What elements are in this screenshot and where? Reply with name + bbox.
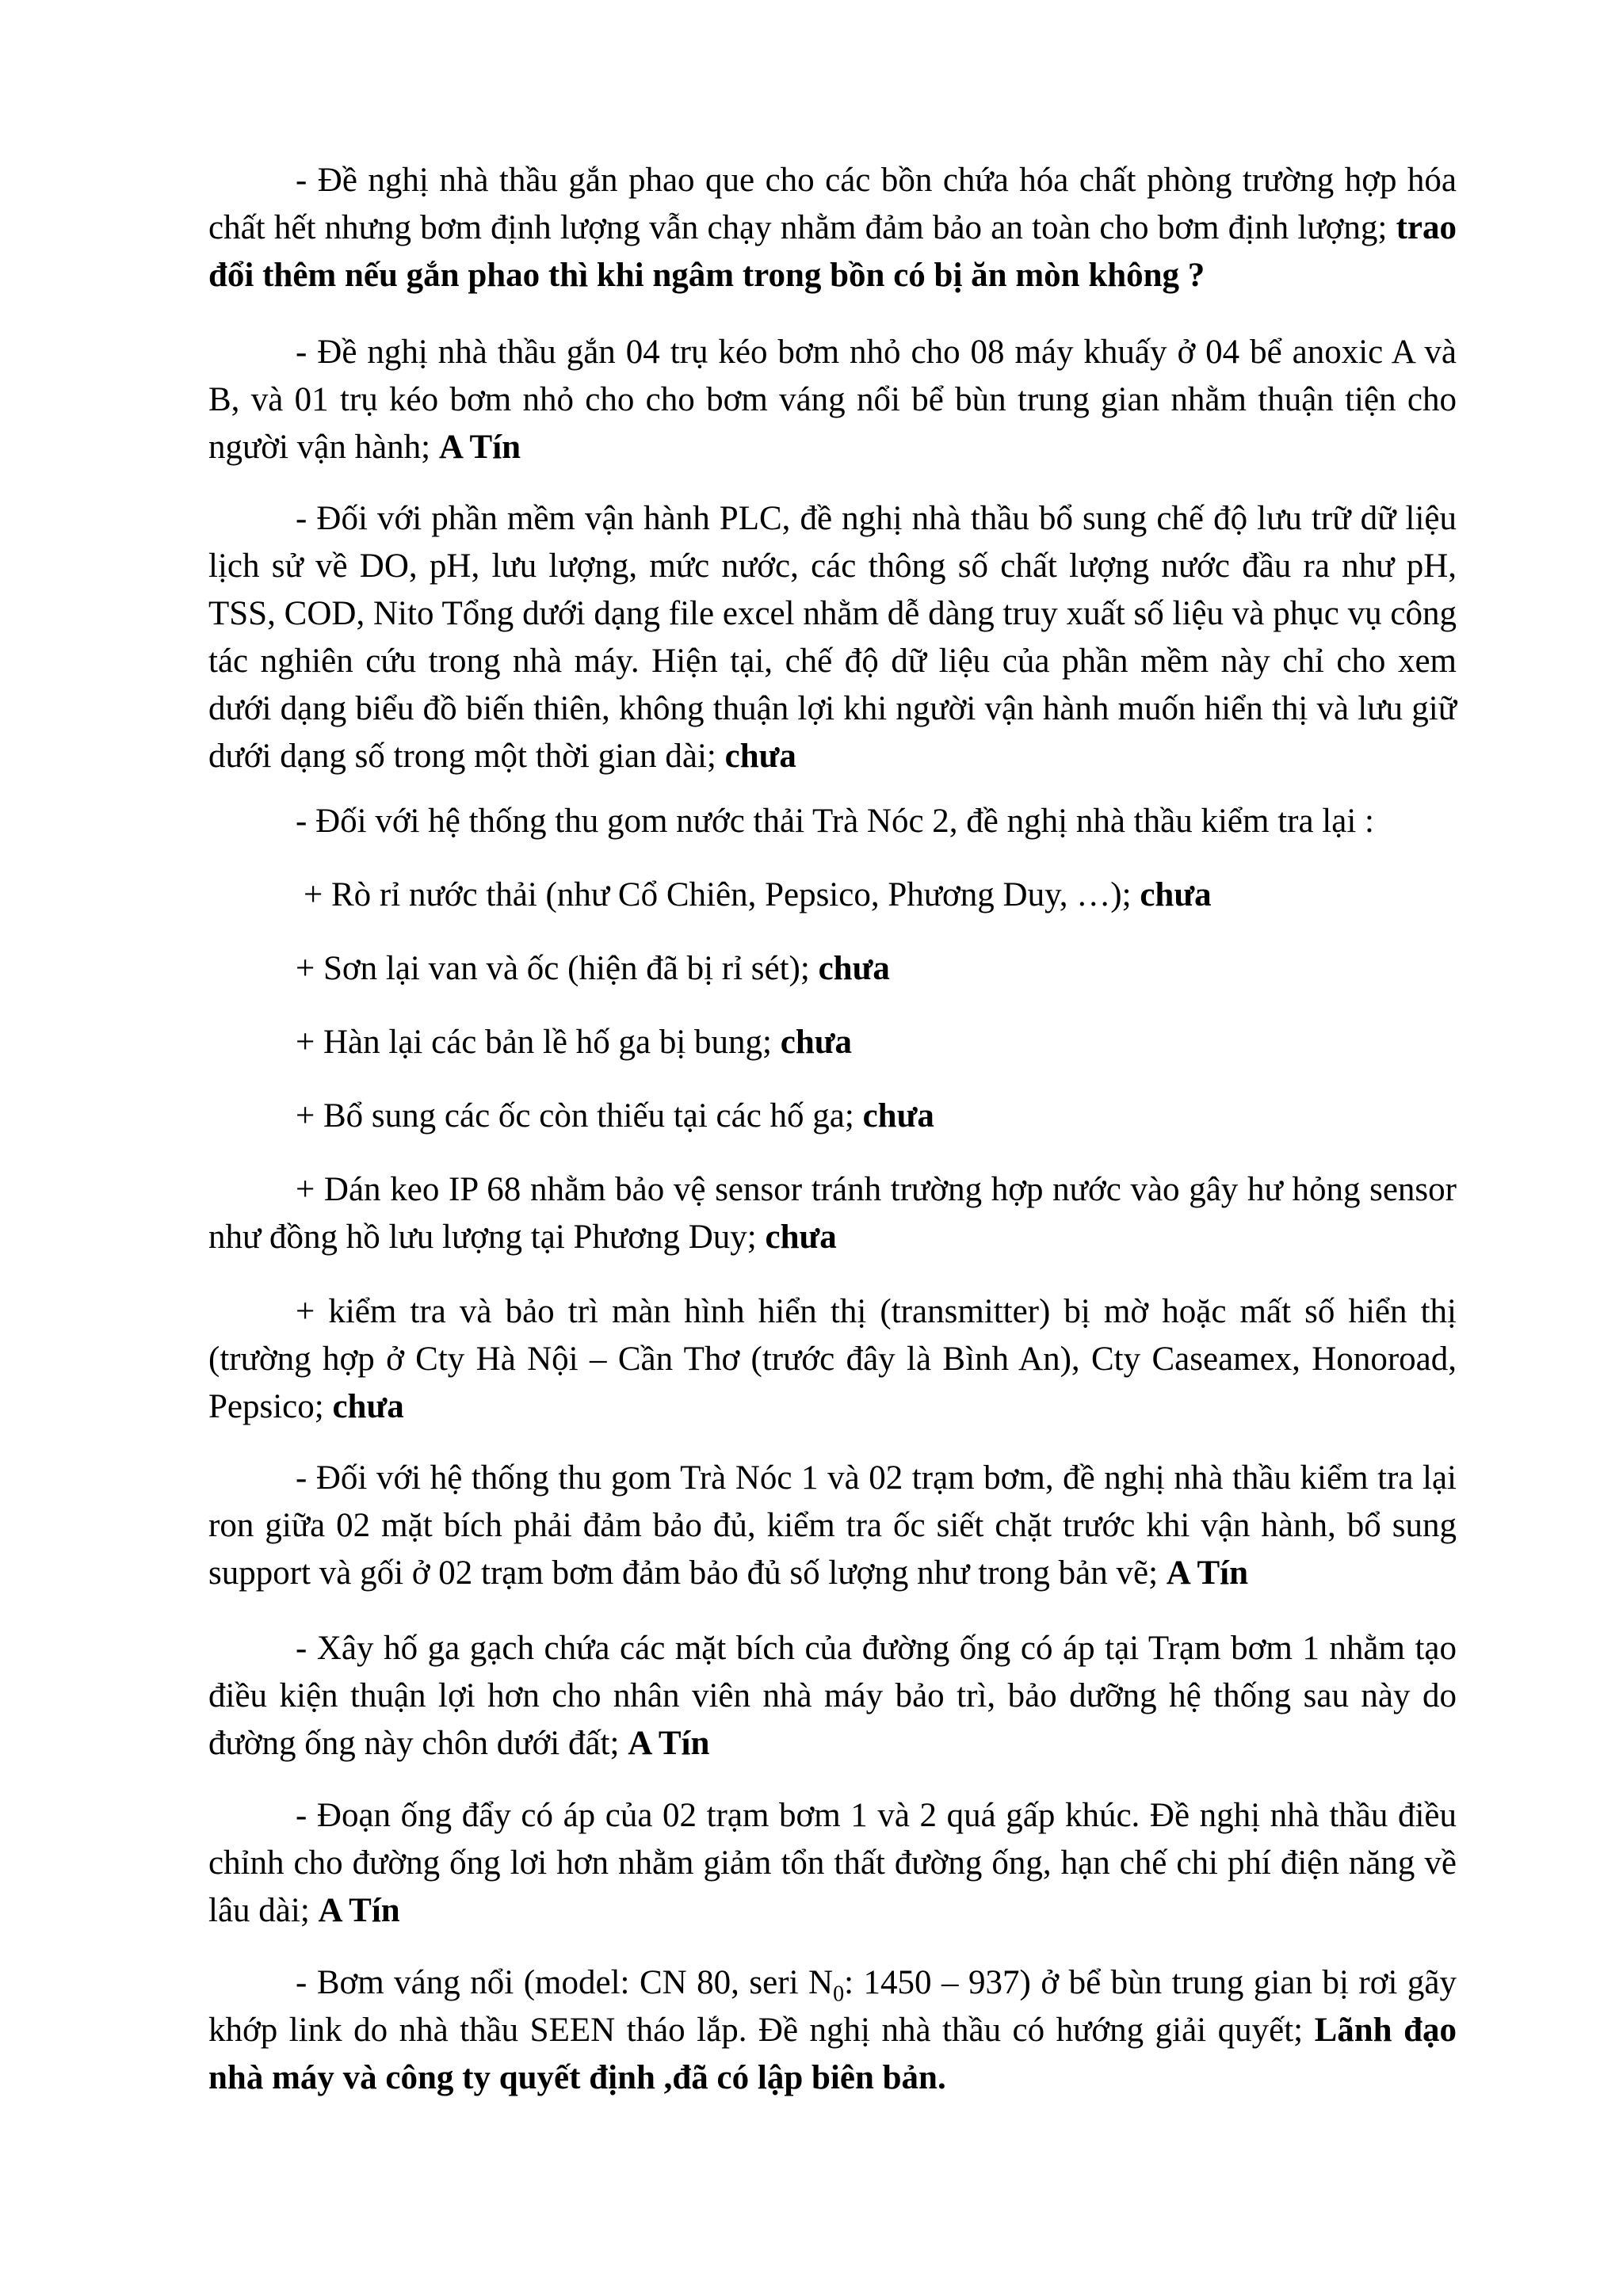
paragraph-chemical-tank-float — [208, 157, 1457, 299]
bullet-text: + kiểm tra và bảo trì màn hình hiển thị (transmitter) bị mờ hoặc mất số hiển thị (trường hợp ở Cty Hà Nội – Cần Thơ (trước đây là Bình An), Cty Caseamex, Honoroad, Pepsico; — [208, 1293, 1457, 1425]
paragraph-note: A Tín — [318, 1892, 400, 1929]
paragraph-text: - Xây hố ga gạch chứa các mặt bích của đường ống có áp tại Trạm bơm 1 nhằm tạo điều kiện thuận lợi hơn cho nhân viên nhà máy bảo trì, bảo dưỡng hệ thống sau này do đường ống này chôn dưới đất; — [208, 1630, 1457, 1762]
paragraph-text: - Đối với phần mềm vận hành PLC, đề nghị nhà thầu bổ sung chế độ lưu trữ dữ liệu lịch sử về DO, pH, lưu lượng, mức nước, các thông số chất lượng nước đầu ra như pH, TSS, COD, Nito Tổng dưới dạng file excel nhằm dễ dàng truy xuất số liệu và phục vụ công tác nghiên cứu trong nhà máy. Hiện tại, chế độ dữ liệu của phần mềm này chỉ cho xem dưới dạng biểu đồ biến thiên, không thuận lợi khi người vận hành muốn hiển thị và lưu giữ dưới dạng số trong một thời gian dài; — [208, 500, 1457, 775]
bullet-ip68-glue — [208, 1166, 1457, 1261]
paragraph-note: chưa — [724, 738, 796, 775]
paragraph-text: - Đề nghị nhà thầu gắn 04 trụ kéo bơm nhỏ cho 08 máy khuấy ở 04 bể anoxic A và B, và 01 trụ kéo bơm nhỏ cho cho bơm váng nổi bể bùn trung gian nhằm thuận tiện cho người vận hành; — [208, 334, 1457, 466]
bullet-text: + Dán keo IP 68 nhằm bảo vệ sensor tránh trường hợp nước vào gây hư hỏng sensor như đồng hồ lưu lượng tại Phương Duy; — [208, 1171, 1457, 1256]
bullet-text: + Hàn lại các bản lề hố ga bị bung; — [296, 1024, 781, 1061]
paragraph-pressure-pipe — [208, 1792, 1457, 1935]
bullet-transmitter-display — [208, 1288, 1457, 1431]
bullet-note: chưa — [332, 1388, 404, 1425]
paragraph-note: Lãnh đạo nhà máy và công ty quyết định ,đã có lập biên bản. — [208, 2012, 1457, 2096]
paragraph-text-continued: : 1450 – 937) ở bể bùn trung gian bị rơi gãy khớp link do nhà thầu SEEN tháo lắp. Đề nghị nhà thầu có hướng giải quyết; — [208, 1964, 1457, 2049]
bullet-repaint-valves — [296, 945, 1457, 993]
bullet-text: + Sơn lại van và ốc (hiện đã bị rỉ sét); — [296, 950, 819, 987]
paragraph-pump-lifting-posts — [208, 329, 1457, 471]
bullet-note: chưa — [1140, 876, 1212, 913]
paragraph-note: trao đổi thêm nếu gắn phao thì khi ngâm trong bồn có bị ăn mòn không ? — [208, 209, 1457, 294]
paragraph-text: - Đoạn ống đẩy có áp của 02 trạm bơm 1 và 2 quá gấp khúc. Đề nghị nhà thầu điều chỉnh cho đường ống lơi hơn nhằm giảm tổn thất đường ống, hạn chế chi phí điện năng về lâu dài; — [208, 1797, 1457, 1929]
bullet-text: + Rò rỉ nước thải (như Cổ Chiên, Pepsico, Phương Duy, …); — [304, 876, 1140, 913]
paragraph-brick-manhole — [208, 1625, 1457, 1768]
bullet-note: chưa — [765, 1219, 837, 1256]
bullet-missing-bolts — [296, 1093, 1457, 1140]
paragraph-text: - Bơm váng nổi (model: CN 80, seri N — [296, 1964, 834, 2001]
paragraph-text: - Đề nghị nhà thầu gắn phao que cho các bồn chứa hóa chất phòng trường hợp hóa chất hết nhưng bơm định lượng vẫn chạy nhằm đảm bảo an toàn cho bơm định lượng; — [208, 162, 1457, 246]
subscript-zero: 0 — [833, 1981, 845, 2007]
bullet-weld-hinges — [296, 1019, 1457, 1066]
bullet-note: chưa — [862, 1097, 934, 1135]
paragraph-tra-noc-1-flanges — [208, 1455, 1457, 1597]
paragraph-text: - Đối với hệ thống thu gom Trà Nóc 1 và 02 trạm bơm, đề nghị nhà thầu kiểm tra lại ron giữa 02 mặt bích phải đảm bảo đủ, kiểm tra ốc siết chặt trước khi vận hành, bổ sung support và gối ở 02 trạm bơm đảm bảo đủ số lượng như trong bản vẽ; — [208, 1459, 1457, 1592]
bullet-note: chưa — [780, 1024, 853, 1061]
paragraph-note: A Tín — [628, 1725, 710, 1762]
paragraph-note: A Tín — [1166, 1554, 1248, 1592]
paragraph-note: A Tín — [438, 429, 521, 466]
paragraph-scum-pump — [208, 1959, 1457, 2102]
bullet-note: chưa — [818, 950, 890, 987]
paragraph-plc-software — [208, 495, 1457, 780]
bullet-leakage — [304, 871, 1457, 919]
paragraph-text: - Đối với hệ thống thu gom nước thải Trà Nóc 2, đề nghị nhà thầu kiểm tra lại : — [296, 803, 1374, 840]
bullet-text: + Bổ sung các ốc còn thiếu tại các hố ga; — [296, 1097, 863, 1135]
paragraph-tra-noc-2-intro — [208, 798, 1457, 845]
